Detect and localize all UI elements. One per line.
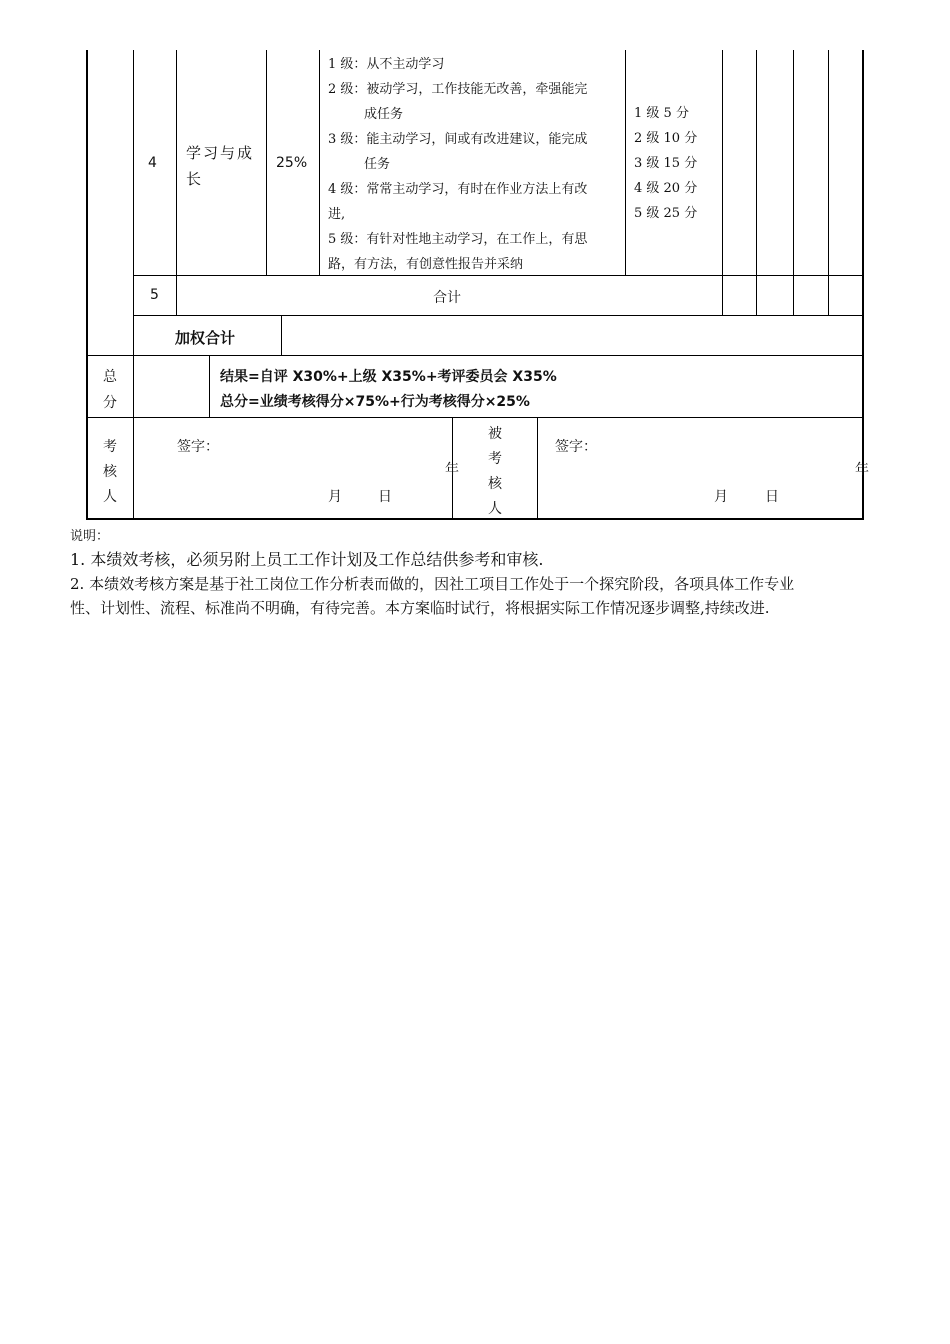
table-divider [625,50,626,276]
table-divider [828,50,829,316]
notes-title: 说明： [70,529,110,544]
table-divider [722,50,723,316]
assessee-year-label: 年 [855,462,869,478]
score-line: 2 级 10 分 [634,131,698,146]
assessee-label-char: 被 [488,426,502,442]
row4-number: 4 [148,155,157,171]
score-line: 5 级 25 分 [634,206,698,221]
table-divider [133,50,134,356]
row5-total-label: 合计 [433,290,461,306]
table-divider [537,418,538,520]
assessor-label-char: 考 [103,439,117,455]
note-item-1: 1. 本绩效考核，必须另附上员工工作计划及工作总结供参考和审核. [70,550,544,569]
assessee-label-char: 考 [488,451,502,467]
row5-number: 5 [150,287,159,303]
total-formula-score: 总分=业绩考核得分×75%+行为考核得分×25% [220,394,530,410]
row4-weight: 25% [276,155,308,171]
assessee-label-char: 人 [488,501,502,517]
table-divider [176,50,177,276]
score-line: 4 级 20 分 [634,181,698,196]
total-label-char-2: 分 [103,395,117,411]
criteria-line: 路，有方法，有创意性报告并采纳 [328,257,524,272]
assessee-label-char: 核 [488,476,502,492]
assessor-label-char: 核 [103,464,117,480]
assessor-label-char: 人 [103,489,117,505]
table-divider [133,418,134,520]
weighted-total-label: 加权合计 [175,329,236,347]
total-label-char-1: 总 [103,369,117,385]
table-divider [176,276,177,316]
row4-item-name: 学习与成长 [186,144,255,188]
table-border-right [862,50,864,520]
assessor-day-label: 日 [378,489,392,505]
note-item-2-line-2: 性、计划性、流程、标准尚不明确，有待完善。本方案临时试行，将根据实际工作情况逐步调整,持续改进. [70,599,770,617]
row4-criteria [328,52,587,277]
score-line: 1 级 5 分 [634,106,689,121]
table-divider [756,50,757,316]
total-formula-result: 结果=自评 X30%+上级 X35%+考评委员会 X35% [220,369,557,385]
assessee-month-label: 月 [714,489,728,505]
table-border-bottom [86,518,864,520]
criteria-line: 4 级：常常主动学习，有时在作业方法上有改 [328,182,588,197]
table-divider [281,316,282,356]
table-border-left [86,50,88,520]
criteria-line: 2 级：被动学习，工作技能无改善，牵强能完 [328,82,588,97]
assessee-sign-label: 签字： [555,439,597,455]
assessor-sign-label: 签字： [177,439,219,455]
row4-scores [634,101,697,226]
table-divider [133,356,134,418]
note-item-2-line-1: 2. 本绩效考核方案是基于社工岗位工作分析表而做的，因社工项目工作处于一个探究阶段，各项具体工作专业 [70,575,795,593]
criteria-line: 成任务 [364,107,404,122]
assessee-day-label: 日 [765,489,779,505]
table-divider [793,50,794,316]
table-divider [209,356,210,418]
table-divider [86,417,864,418]
table-divider [319,50,320,276]
table-divider [133,315,864,316]
assessor-year-label: 年 [445,462,459,478]
assessor-month-label: 月 [328,489,342,505]
criteria-line: 进, [328,207,346,222]
criteria-line: 1 级：从不主动学习 [328,57,445,72]
table-divider [86,355,864,356]
criteria-line: 5 级：有针对性地主动学习，在工作上，有思 [328,232,588,247]
criteria-line: 3 级：能主动学习，间或有改进建议，能完成 [328,132,588,147]
table-divider [266,50,267,276]
score-line: 3 级 15 分 [634,156,698,171]
criteria-line: 任务 [364,157,391,172]
